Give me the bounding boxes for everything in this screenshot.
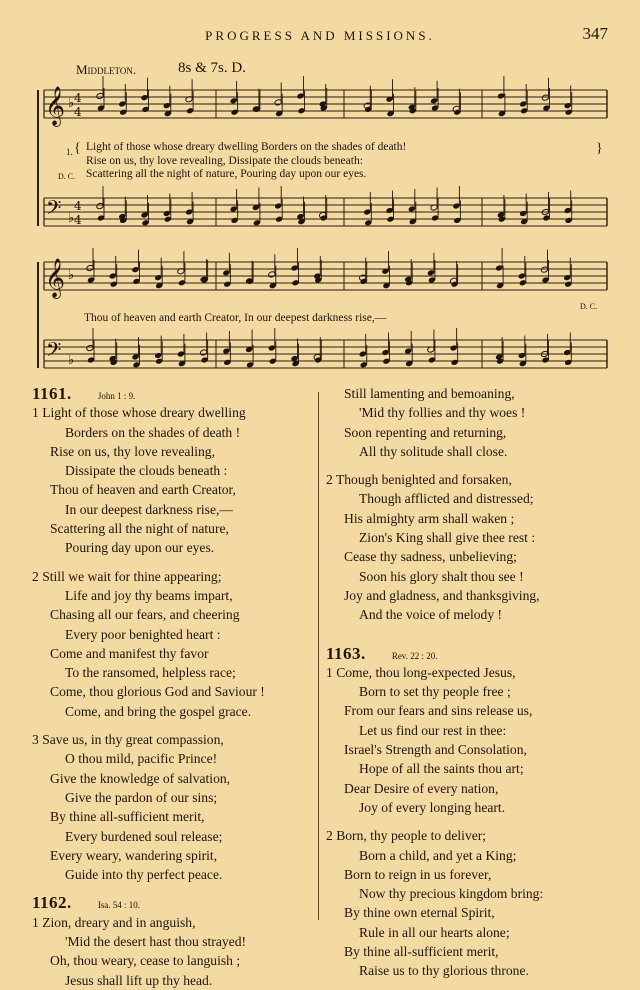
left-column xyxy=(32,384,265,990)
hymn-line: Chasing all our fears, and cheering xyxy=(50,607,240,623)
hymn-line: Zion's King shall give thee rest : xyxy=(359,530,536,546)
bass-clef: 𝄢 xyxy=(46,196,62,224)
hymn-line: Cease thy sadness, unbelieving; xyxy=(344,549,517,565)
verse-number: 1. xyxy=(66,147,73,157)
hymn-line: Though afflicted and distressed; xyxy=(359,491,534,507)
hymn-line: 3 Save us, in thy great compassion, xyxy=(32,732,224,748)
hymn-line: By thine own eternal Spirit, xyxy=(344,905,495,921)
treble-clef: 𝄞 xyxy=(45,258,66,298)
hymn-line: Come and manifest thy favor xyxy=(50,645,209,661)
hymn-line: 1 Zion, dreary and in anguish, xyxy=(32,914,196,930)
dc-mark-end: D. C. xyxy=(580,302,598,311)
hymn-line: O thou mild, pacific Prince! xyxy=(65,751,218,767)
hymn-heading xyxy=(326,644,543,663)
hymn-number: 1161. xyxy=(32,384,72,403)
hymn-line: 'Mid the desert hast thou strayed! xyxy=(65,934,247,950)
lyric-line1-dc: Scattering all the night of nature, Pouring day upon our eyes. xyxy=(86,168,367,180)
treble-clef: 𝄞 xyxy=(45,86,66,126)
hymn-line: Guide into thy perfect peace. xyxy=(65,867,223,883)
column-divider xyxy=(318,392,319,920)
hymn-line: Born to set thy people free ; xyxy=(359,684,511,700)
flat-sign: ♭ xyxy=(68,211,75,226)
scripture-reference: Isa. 54 : 10. xyxy=(97,900,141,911)
hymn-line: Every burdened soul release; xyxy=(65,828,223,844)
hymn-line: Joy of every longing heart. xyxy=(359,799,506,815)
flat-sign: ♭ xyxy=(68,96,75,111)
hymn-line: Life and joy thy beams impart, xyxy=(65,587,233,603)
hymn-line: 1 Come, thou long-expected Jesus, xyxy=(326,664,516,680)
tune-name: Middleton. xyxy=(76,62,137,77)
hymn-line: Now thy precious kingdom bring: xyxy=(359,886,544,902)
hymn-line: All thy solitude shall close. xyxy=(359,443,508,459)
hymn-line: Every weary, wandering spirit, xyxy=(50,847,218,863)
hymn-line: Jesus shall lift up thy head. xyxy=(65,972,213,988)
hymn-line: Give the knowledge of salvation, xyxy=(50,770,231,786)
lyric-line2-verse1: Thou of heaven and earth Creator, In our deepest darkness rise,— xyxy=(84,312,387,324)
hymn-line: Thou of heaven and earth Creator, xyxy=(50,482,236,498)
hymn-line: By thine all-sufficient merit, xyxy=(344,944,499,960)
hymn-line: From our fears and sins release us, xyxy=(344,703,533,719)
flat-sign: ♭ xyxy=(68,268,75,283)
hymn-line: Give the pardon of our sins; xyxy=(65,789,218,805)
lyric-line1-verse2: Rise on us, thy love revealing, Dissipate the clouds beneath: xyxy=(86,155,363,167)
hymn-line: Dear Desire of every nation, xyxy=(344,780,499,796)
hymn-line: Rule in all our hearts alone; xyxy=(359,924,510,940)
hymn-line: Dissipate the clouds beneath : xyxy=(65,463,228,479)
right-column xyxy=(326,384,543,981)
hymn-line: Come, and bring the gospel grace. xyxy=(65,703,252,719)
hymn-line: Still lamenting and bemoaning, xyxy=(344,386,515,401)
verse-brace-left: { xyxy=(74,141,81,156)
hymn-line: Born a child, and yet a King; xyxy=(359,847,517,863)
tune-meter: 8s & 7s. D. xyxy=(178,60,246,76)
hymn-line: Joy and gladness, and thanksgiving, xyxy=(344,587,540,603)
hymn-line: Born to reign in us forever, xyxy=(344,866,492,882)
hymn-number: 1162. xyxy=(32,893,72,913)
hymn-line: Borders on the shades of death ! xyxy=(65,424,241,440)
hymn-line: And the voice of melody ! xyxy=(359,607,503,623)
hymn-line: 1 Light of those whose dreary dwelling xyxy=(32,405,246,421)
verse-brace-right: } xyxy=(596,141,603,156)
hymn-line: 'Mid thy follies and thy woes ! xyxy=(359,405,526,421)
hymn-line: 2 Though benighted and forsaken, xyxy=(326,472,512,488)
hymn-line: Soon his glory shalt thou see ! xyxy=(359,568,524,584)
hymn-line: Let us find our rest in thee: xyxy=(359,722,507,738)
running-header: PROGRESS AND MISSIONS. xyxy=(205,28,435,43)
hymn-line: 2 Born, thy people to deliver; xyxy=(326,828,487,844)
hymn-line: Scattering all the night of nature, xyxy=(50,521,229,537)
dc-label: D. C. xyxy=(58,172,76,181)
scripture-reference: Rev. 22 : 20. xyxy=(391,650,438,661)
flat-sign: ♭ xyxy=(68,353,75,368)
hymn-line: Oh, thou weary, cease to languish ; xyxy=(50,953,241,969)
hymn-number: 1163. xyxy=(326,643,366,663)
scripture-reference: John 1 : 9. xyxy=(97,391,136,401)
bass-clef: 𝄢 xyxy=(46,338,62,366)
hymn-line: Come, thou glorious God and Saviour ! xyxy=(50,684,265,700)
hymn-line: By thine all-sufficient merit, xyxy=(50,809,205,825)
hymn-line: Hope of all the saints thou art; xyxy=(359,761,524,777)
hymn-line: Soon repenting and returning, xyxy=(344,424,507,440)
page-number: 347 xyxy=(582,24,608,43)
hymn-line: His almighty arm shall waken ; xyxy=(344,510,515,526)
hymn-line: Pouring day upon our eyes. xyxy=(65,540,215,556)
hymn-heading xyxy=(32,384,265,403)
hymn-line: In our deepest darkness rise,— xyxy=(65,501,233,517)
time-sig: 4 xyxy=(74,213,82,227)
hymn-line: Israel's Strength and Consolation, xyxy=(344,742,527,758)
time-sig: 4 xyxy=(74,91,82,105)
hymn-line: To the ransomed, helpless race; xyxy=(65,665,236,681)
lyric-line1-verse1: Light of those whose dreary dwelling Borders on the shades of death! xyxy=(86,141,407,153)
hymn-line: Every poor benighted heart : xyxy=(65,626,221,642)
hymn-line: Rise on us, thy love revealing, xyxy=(50,443,215,459)
hymn-line: Raise us to thy glorious throne. xyxy=(359,963,529,979)
time-sig: 4 xyxy=(74,199,82,213)
hymn-heading xyxy=(32,893,265,912)
hymn-line: 2 Still we wait for thine appearing; xyxy=(32,568,222,584)
time-sig: 4 xyxy=(74,105,82,119)
